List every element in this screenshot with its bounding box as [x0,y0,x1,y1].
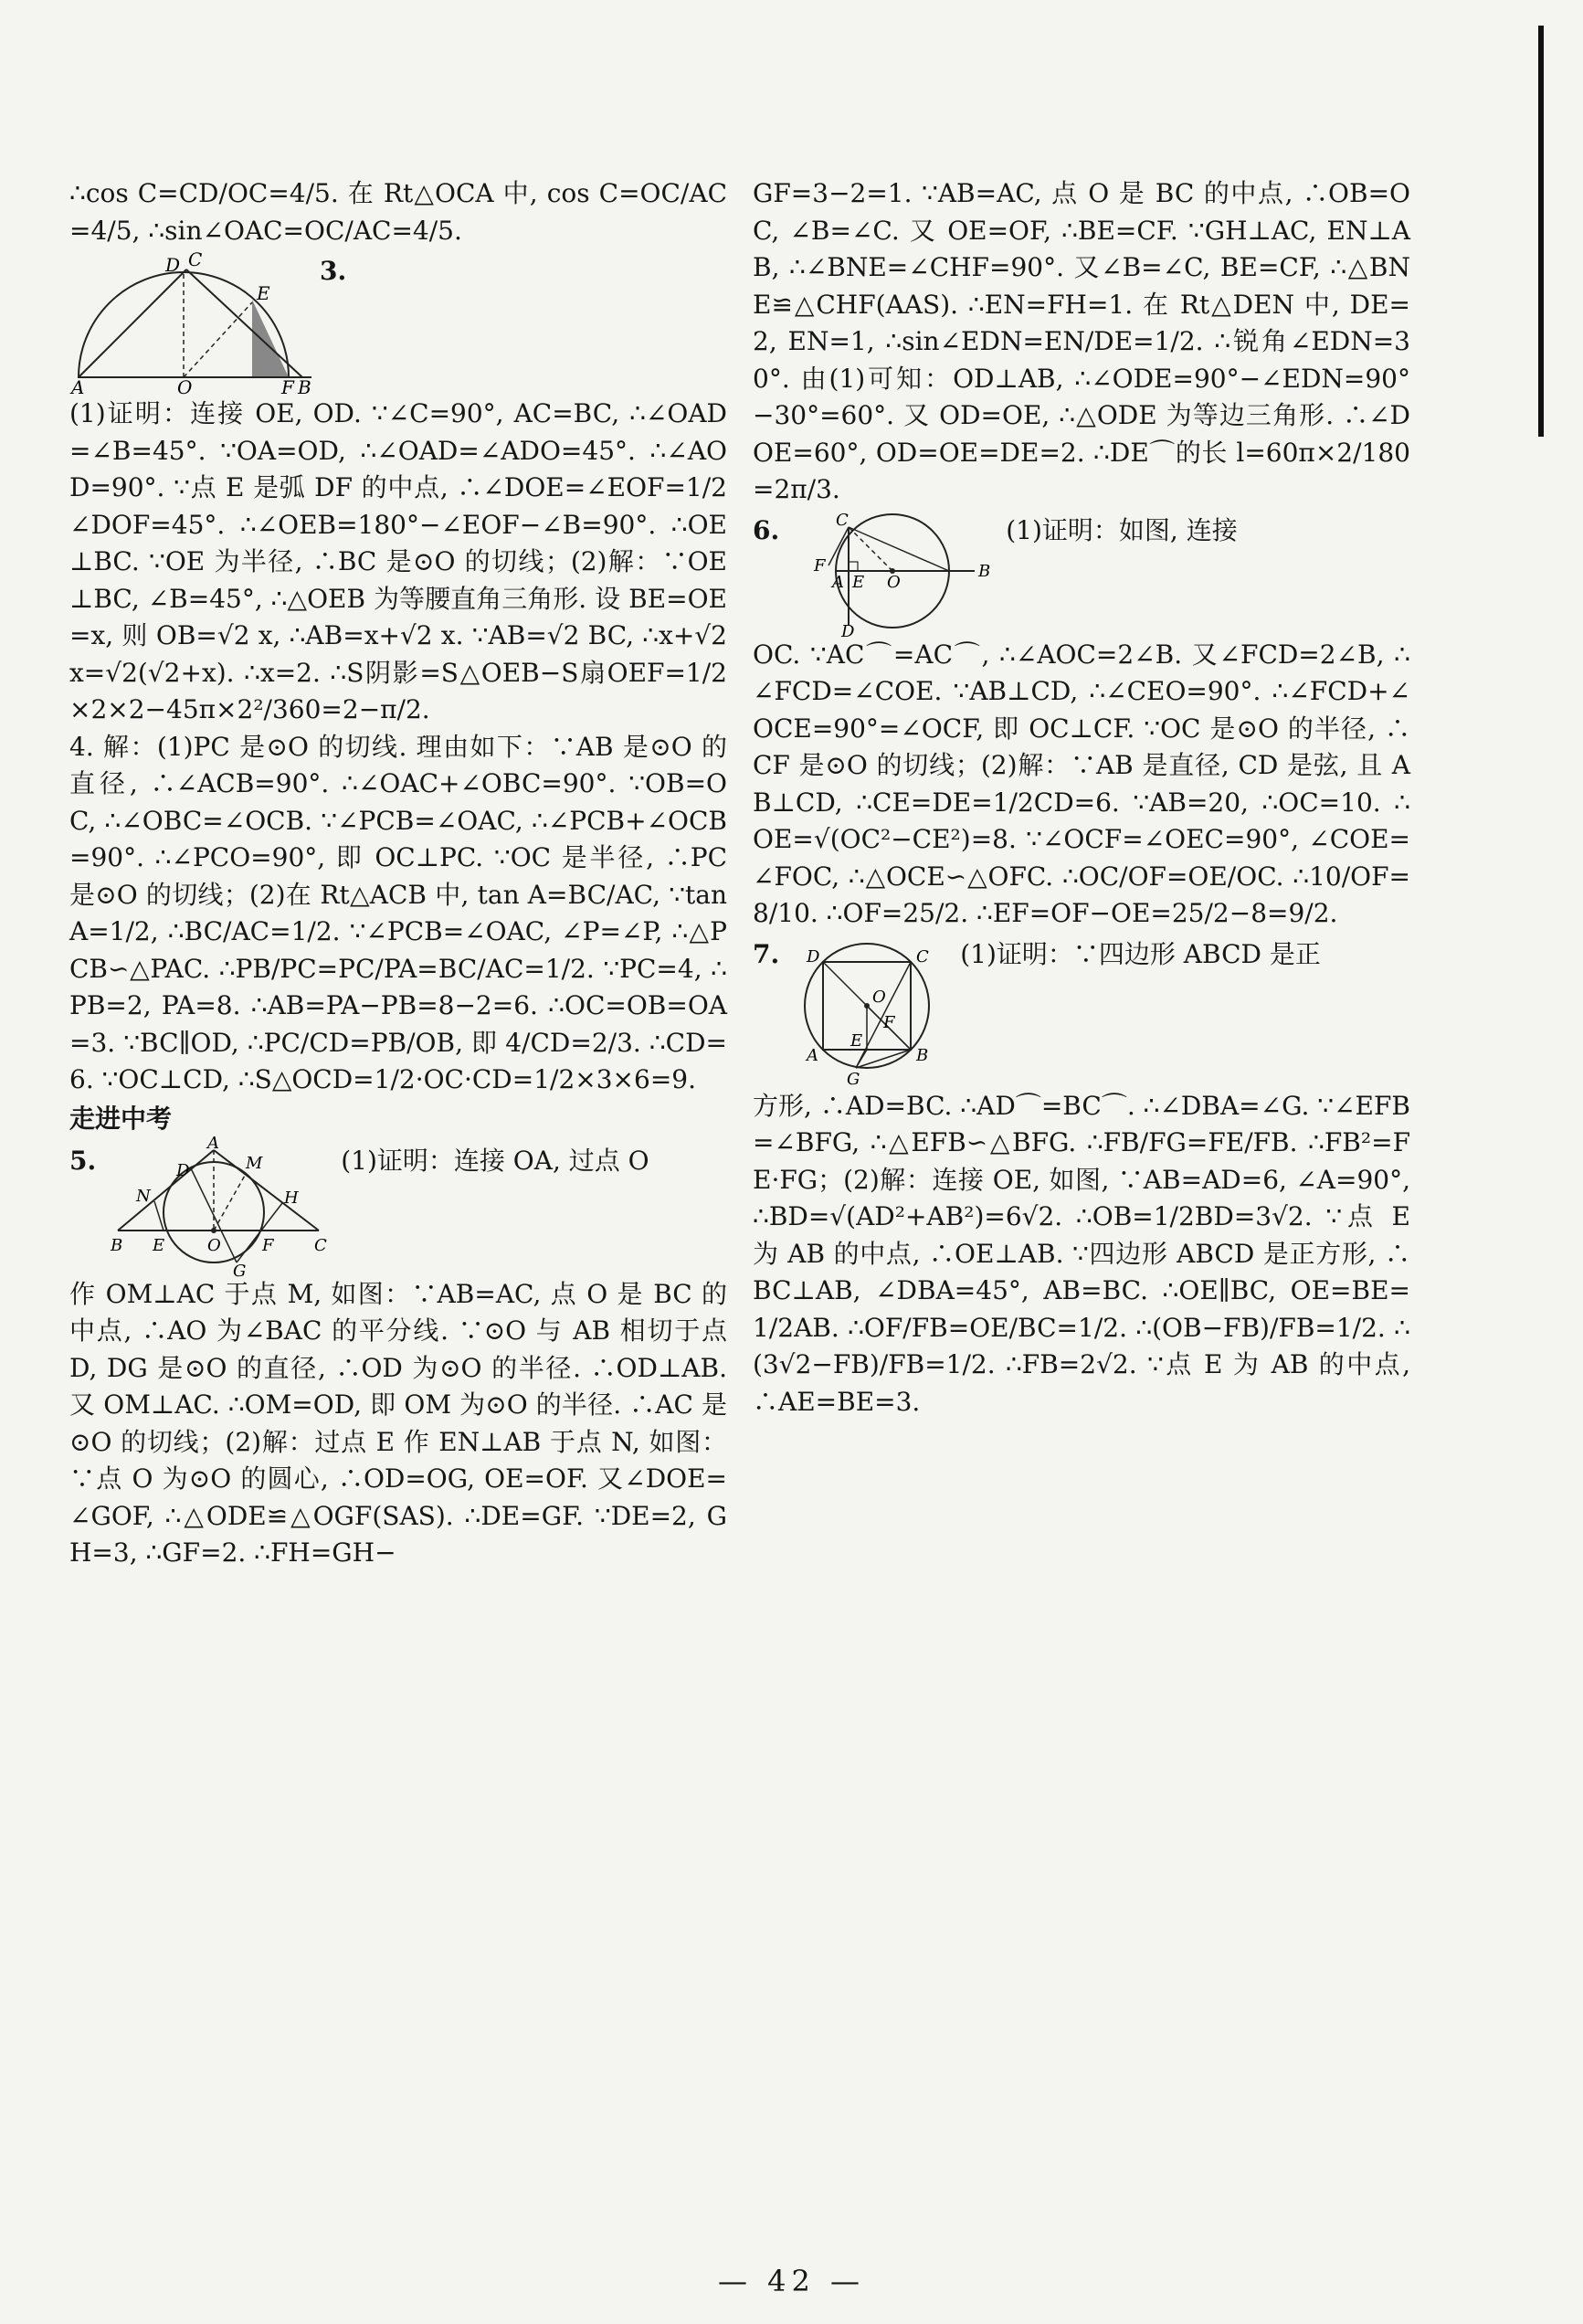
fig3-label-B: B [298,376,311,398]
fig3-label-A: A [71,376,85,398]
paragraph-q6: OC. ∵AC⌒=AC⌒, ∴∠AOC=2∠B. 又∠FCD=2∠B, ∴∠FCD=∠COE. ∵AB⊥CD, ∴∠CEO=90°. ∴∠FCD+∠OCE=90°=∠OCF, 即 OC⊥CF. ∵OC 是⊙O 的半径, ∴CF 是⊙O 的切线；(2)解：∵AB 是直径, CD 是弦, 且 AB⊥CD, ∴CE=DE=1/2CD=6. ∵AB=20, ∴OC=10. ∴OE=√(OC²−CE²)=8. ∵∠OCF=∠OEC=90°, ∠COE=∠FOC, ∴△OCE∽△OFC. ∴OC/OF=OE/OC. ∴10/OF=8/10. ∴OF=25/2. ∴EF=OF−OE=25/2−8=9/2. [753,639,1410,928]
fig5-label-G: G [233,1261,247,1281]
fig7-label-A: A [807,1045,819,1065]
fig6-label-O: O [887,572,901,592]
fig5-label-D: D [176,1160,190,1180]
q7-header [753,933,1410,1088]
fig5-label-F: F [262,1235,274,1255]
fig6-label-B: B [978,561,991,581]
figure-q6 [792,509,993,641]
section-title: 走进中考 [69,1103,173,1134]
figure-q7 [792,933,947,1088]
fig5-label-M: M [246,1153,263,1173]
paragraph-q5-cont: GF=3−2=1. ∵AB=AC, 点 O 是 BC 的中点, ∴OB=OC, ∠B=∠C. 又 OE=OF, ∴BE=CF. ∵GH⊥AC, EN⊥AB, ∴∠BNE=∠CHF=90°. 又∠B=∠C, BE=CF, ∴△BNE≌△CHF(AAS). ∴EN=FH=1. 在 Rt△DEN 中, DE=2, EN=1, ∴sin∠EDN=EN/DE=1/2. ∴锐角∠EDN=30°. 由(1)可知：OD⊥AB, ∴∠ODE=90°−∠EDN=90°−30°=60°. 又 OD=OE, ∴△ODE 为等边三角形. ∴∠DOE=60°, OD=OE=DE=2. ∴DE⌒的长 l=60π×2/180=2π/3. [753,178,1410,504]
fig3-label-D: D [165,254,181,276]
fig3-label-F: F [281,376,294,398]
page-edge-bar [1538,26,1544,437]
q6-header [753,509,1410,641]
q7-head-text: (1)证明：∵四边形 ABCD 是正 [960,938,1321,969]
q6-number: 6. [753,514,780,545]
fig5-label-H: H [284,1188,299,1208]
fig6-label-C: C [836,510,850,530]
fig3-label-O: O [177,376,193,398]
fig5-label-N: N [136,1186,151,1206]
fig6-label-A: A [832,572,845,592]
fig5-label-A: A [207,1133,220,1153]
right-column [753,175,1410,1421]
q3-header [69,249,727,396]
paragraph-q5: 作 OM⊥AC 于点 M, 如图：∵AB=AC, 点 O 是 BC 的中点, ∴AO 为∠BAC 的平分线. ∵⊙O 与 AB 相切于点 D, DG 是⊙O 的直径, ∴OD 为⊙O 的半径. ∴OD⊥AB. 又 OM⊥AC. ∴OM=OD, 即 OM 为⊙O 的半径. ∴AC 是⊙O 的切线；(2)解：过点 E 作 EN⊥AB 于点 N, 如图：∵点 O 为⊙O 的圆心, ∴OD=OG, OE=OF. 又∠DOE=∠GOF, ∴△ODE≌△OGF(SAS). ∴DE=GF. ∵DE=2, GH=3, ∴GF=2. ∴FH=GH− [69,1278,727,1568]
fig7-label-E: E [850,1030,863,1051]
fig6-label-E: E [852,572,865,592]
fig5-label-E: E [153,1235,165,1255]
figure-q3 [69,248,311,398]
figure-q5 [109,1133,328,1281]
q3-number: 3. [320,256,347,286]
paragraph-q3: (1)证明：连接 OE, OD. ∵∠C=90°, AC=BC, ∴∠OAD=∠B=45°. ∵OA=OD, ∴∠OAD=∠ADO=45°. ∴∠AOD=90°. ∵点 E 是弧 DF 的中点, ∴∠DOE=∠EOF=1/2∠DOF=45°. ∴∠OEB=180°−∠EOF−∠B=90°. ∴OE⊥BC. ∵OE 为半径, ∴BC 是⊙O 的切线；(2)解：∵OE⊥BC, ∠B=45°, ∴△OEB 为等腰直角三角形. 设 BE=OE=x, 则 OB=√2 x, ∴AB=x+√2 x. ∵AB=√2 BC, ∴x+√2 x=√2(√2+x). ∴x=2. ∴S阴影=S△OEB−S扇OEF=1/2×2×2−45π×2²/360=2−π/2. [69,398,727,724]
paragraph-q4: 4. 解：(1)PC 是⊙O 的切线. 理由如下：∵AB 是⊙O 的直径, ∴∠ACB=90°. ∴∠OAC+∠OBC=90°. ∵OB=OC, ∴∠OBC=∠OCB. ∵∠PCB=∠OAC, ∴∠PCB+∠OCB=90°. ∴∠PCO=90°, 即 OC⊥PC. ∵OC 是半径, ∴PC 是⊙O 的切线；(2)在 Rt△ACB 中, tan A=BC/AC, ∵tan A=1/2, ∴BC/AC=1/2. ∵∠PCB=∠OAC, ∠P=∠P, ∴△PCB∽△PAC. ∴PB/PC=PC/PA=BC/AC=1/2. ∵PC=4, ∴PB=2, PA=8. ∴AB=PA−PB=8−2=6. ∴OC=OB=OA=3. ∵BC∥OD, ∴PC/CD=PB/OB, 即 4/CD=2/3. ∴CD=6. ∵OC⊥CD, ∴S△OCD=1/2·OC·CD=1/2×3×6=9. [69,731,727,1094]
fig7-label-O: O [872,987,886,1007]
fig7-label-C: C [916,946,930,967]
fig5-label-C: C [314,1235,328,1255]
left-column [69,175,727,1572]
fig5-label-B: B [111,1235,123,1255]
q5-number: 5. [69,1145,97,1176]
q5-header [69,1133,727,1281]
page-number: — 42 — [717,2264,866,2298]
fig7-label-G: G [847,1069,860,1089]
q5-head-text: (1)证明：连接 OA, 过点 O [341,1145,649,1176]
fig7-label-F: F [883,1012,895,1032]
fig3-label-E: E [257,282,270,304]
fig6-label-F: F [814,555,826,576]
paragraph-q7: 方形, ∴AD=BC. ∴AD⌒=BC⌒. ∴∠DBA=∠G. ∵∠EFB=∠BFG, ∴△EFB∽△BFG. ∴FB/FG=FE/FB. ∴FB²=FE·FG；(2)解：连接 OE, 如图, ∵AB=AD=6, ∠A=90°, ∴BD=√(AD²+AB²)=6√2. ∴OB=1/2BD=3√2. ∵点 E 为 AB 的中点, ∴OE⊥AB. ∵四边形 ABCD 是正方形, ∴BC⊥AB, ∠DBA=45°, AB=BC. ∴OE∥BC, OE=BE=1/2AB. ∴OF/FB=OE/BC=1/2. ∴(OB−FB)/FB=1/2. ∴(3√2−FB)/FB=1/2. ∴FB=2√2. ∵点 E 为 AB 的中点, ∴AE=BE=3. [753,1090,1410,1417]
paragraph-q2-end: ∴cos C=CD/OC=4/5. 在 Rt△OCA 中, cos C=OC/AC=4/5, ∴sin∠OAC=OC/AC=4/5. [69,178,727,246]
fig7-label-B: B [916,1045,929,1065]
fig6-label-D: D [841,621,855,641]
q6-head-text: (1)证明：如图, 连接 [1006,514,1238,545]
fig3-label-C: C [188,248,203,270]
fig5-label-O: O [207,1235,221,1255]
q7-number: 7. [753,938,780,969]
fig7-label-D: D [807,946,820,967]
